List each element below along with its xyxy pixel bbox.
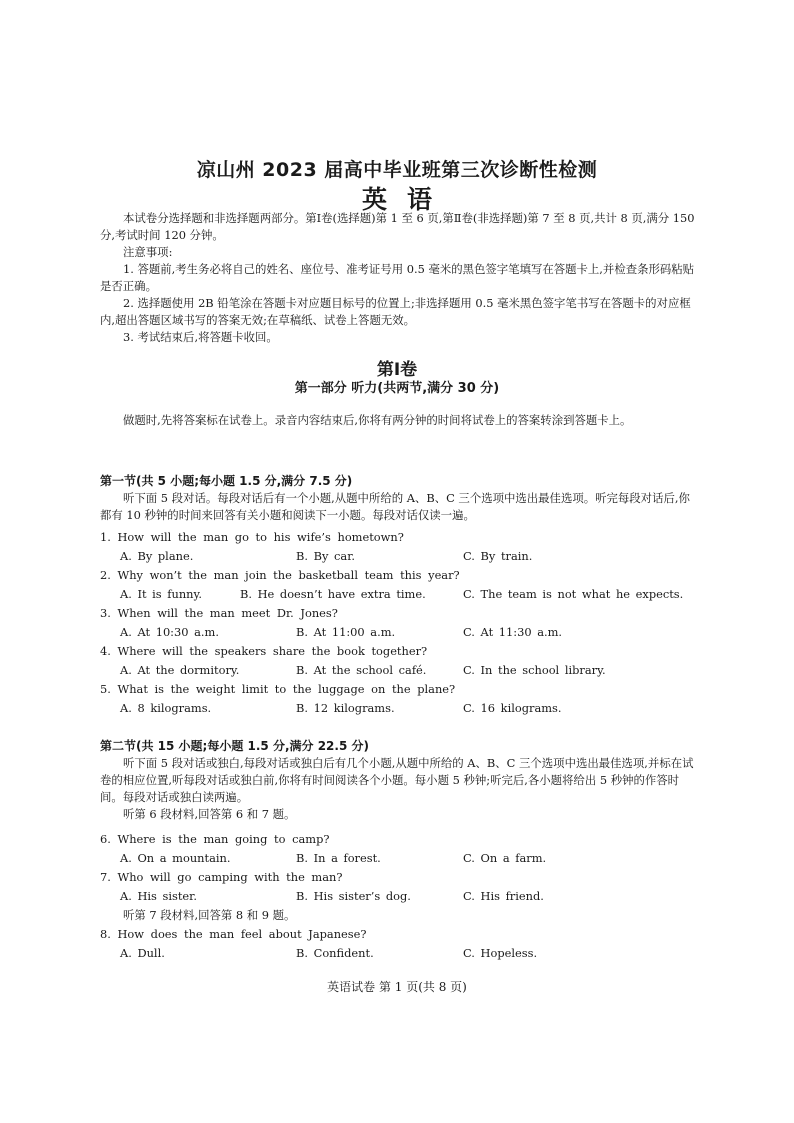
- exam-title: 凉山州 2023 届高中毕业班第三次诊断性检测: [196, 159, 598, 181]
- option-3b: B. At 11:00 a.m.: [296, 625, 396, 639]
- question-1: 1. How will the man go to his wife’s hometown?: [100, 530, 404, 544]
- question-3: 3. When will the man meet Dr. Jones?: [100, 606, 338, 620]
- option-8b: B. Confident.: [296, 946, 374, 960]
- notice-item-3: 3. 考试结束后,将答题卡收回。: [123, 330, 278, 344]
- section2-heading: 第二节(共 15 小题;每小题 1.5 分,满分 22.5 分): [100, 739, 369, 753]
- option-1c: C. By train.: [463, 549, 533, 563]
- section2-instructions: 听下面 5 段对话或独白,每段对话或独白后有几个小题,从题中所给的 A、B、C 三个选项中选出最佳选项,并标在试卷的相应位置,听每段对话或独白前,你将有时间阅读各个小题。每小题 5 秒钟;听完后,各小题将给出 5 秒钟的作答时间。每段对话或独白读两遍。: [100, 756, 694, 804]
- material-7-block: [100, 907, 696, 924]
- question-7: 7. Who will go camping with the man?: [100, 870, 343, 884]
- option-2a: A. It is funny.: [120, 587, 203, 601]
- question-2: 2. Why won’t the man join the basketball team this year?: [100, 568, 460, 582]
- option-5b: B. 12 kilograms.: [296, 701, 395, 715]
- notice-item-2: 2. 选择题使用 2B 铅笔涂在答题卡对应题目标号的位置上;非选择题用 0.5 毫米黑色签字笔书写在答题卡的对应框内,超出答题区域书写的答案无效;在草稿纸、试卷上答题无效。: [100, 296, 691, 327]
- material-7-note: 听第 7 段材料,回答第 8 和 9 题。: [123, 908, 296, 922]
- option-4a: A. At the dormitory.: [120, 663, 240, 677]
- exam-subject: 英语: [361, 185, 452, 214]
- option-1b: B. By car.: [296, 549, 356, 563]
- part1-instructions: 做题时,先将答案标在试卷上。录音内容结束后,你将有两分钟的时间将试卷上的答案转涂到答题卡上。: [123, 413, 632, 427]
- question-8: 8. How does the man feel about Japanese?: [100, 927, 367, 941]
- option-4c: C. In the school library.: [463, 663, 606, 677]
- option-2b: B. He doesn’t have extra time.: [240, 587, 426, 601]
- option-3a: A. At 10:30 a.m.: [120, 625, 219, 639]
- notice-item-1: 1. 答题前,考生务必将自己的姓名、座位号、准考证号用 0.5 毫米的黑色签字笔填写在答题卡上,并检查条形码粘贴是否正确。: [100, 262, 695, 293]
- option-8a: A. Dull.: [120, 946, 165, 960]
- part1-instructions-block: [100, 412, 696, 429]
- intro-paragraph: 本试卷分选择题和非选择题两部分。第Ⅰ卷(选择题)第 1 至 6 页,第Ⅱ卷(非选择题)第 7 至 8 页,共计 8 页,满分 150 分,考试时间 120 分钟。: [100, 211, 695, 242]
- option-1a: A. By plane.: [120, 549, 194, 563]
- option-6b: B. In a forest.: [296, 851, 381, 865]
- intro-block: [100, 210, 696, 346]
- section2-instructions-block: [100, 755, 696, 823]
- material-6-note: 听第 6 段材料,回答第 6 和 7 题。: [123, 807, 296, 821]
- question-5: 5. What is the weight limit to the luggage on the plane?: [100, 682, 456, 696]
- question-6: 6. Where is the man going to camp?: [100, 832, 330, 846]
- volume-heading: 第Ⅰ卷: [376, 360, 418, 380]
- option-7c: C. His friend.: [463, 889, 544, 903]
- section1-heading: 第一节(共 5 小题;每小题 1.5 分,满分 7.5 分): [100, 474, 353, 488]
- option-8c: C. Hopeless.: [463, 946, 538, 960]
- option-7a: A. His sister.: [120, 889, 197, 903]
- option-4b: B. At the school café.: [296, 663, 427, 677]
- option-2c: C. The team is not what he expects.: [463, 587, 684, 601]
- section1-instructions-block: [100, 490, 696, 524]
- option-3c: C. At 11:30 a.m.: [463, 625, 563, 639]
- part1-heading: 第一部分 听力(共两节,满分 30 分): [294, 381, 500, 396]
- notice-label: 注意事项:: [123, 245, 173, 259]
- option-5c: C. 16 kilograms.: [463, 701, 562, 715]
- option-7b: B. His sister’s dog.: [296, 889, 411, 903]
- option-6a: A. On a mountain.: [120, 851, 231, 865]
- option-5a: A. 8 kilograms.: [120, 701, 212, 715]
- page-footer: 英语试卷 第 1 页(共 8 页): [327, 980, 467, 994]
- option-6c: C. On a farm.: [463, 851, 547, 865]
- question-4: 4. Where will the speakers share the book together?: [100, 644, 428, 658]
- section1-instructions: 听下面 5 段对话。每段对话后有一个小题,从题中所给的 A、B、C 三个选项中选出最佳选项。听完每段对话后,你都有 10 秒钟的时间来回答有关小题和阅读下一小题。每段对话仅读一遍。: [100, 491, 690, 522]
